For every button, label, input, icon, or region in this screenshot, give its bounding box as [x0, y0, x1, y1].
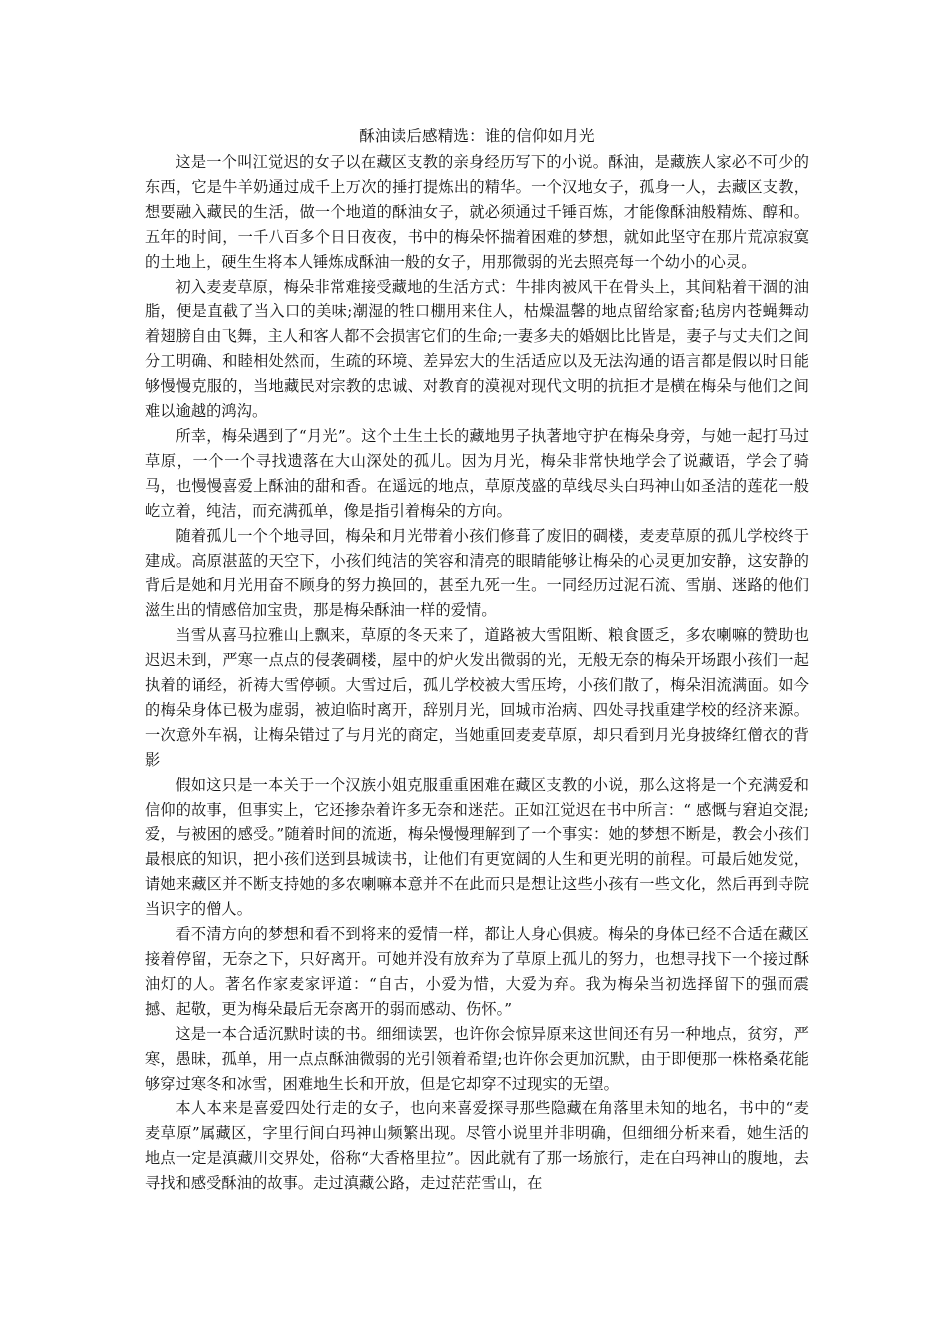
document-page	[145, 125, 809, 1196]
document-title: 酥油读后感精选：谁的信仰如月光	[359, 127, 595, 145]
paragraph-3: 所幸，梅朵遇到了“月光”。这个土生土长的藏地男子执著地守护在梅朵身旁，与她一起打马过草原，一个一个寻找遗落在大山深处的孤儿。因为月光，梅朵非常快地学会了说藏语，学会了骑马，也慢慢喜爱上酥油的甜和香。在遥远的地点，草原茂盛的草线尽头白玛神山如圣洁的莲花一般屹立着，纯洁，而充满孤单，像是指引着梅朵的方向。	[145, 426, 809, 520]
paragraph-6: 假如这只是一本关于一个汉族小姐克服重重困难在藏区支教的小说，那么这将是一个充满爱和信仰的故事，但事实上，它还掺杂着许多无奈和迷茫。正如江觉迟在书中所言：“ 感慨与窘迫交混;爱，与被困的感受。”随着时间的流逝，梅朵慢慢理解到了一个事实：她的梦想不断是，教会小孩们最根底的知识，把小孩们送到县城读书，让他们有更宽阔的人生和更光明的前程。可最后她发觉，请她来藏区并不断支持她的多农喇嘛本意并不在此而只是想让这些小孩有一些文化，然后再到寺院当识字的僧人。	[145, 775, 809, 919]
paragraph-2: 初入麦麦草原，梅朵非常难接受藏地的生活方式：牛排肉被风干在骨头上，其间粘着干涸的油脂，便是直截了当入口的美味;潮湿的牲口棚用来住人，枯燥温馨的地点留给家畜;毡房内苍蝇舞动着翅膀自由飞舞，主人和客人都不会损害它们的生命;一妻多夫的婚姻比比皆是，妻子与丈夫们之间分工明确、和睦相处然而，生疏的环境、差异宏大的生活适应以及无法沟通的语言都是假以时日能够慢慢克服的，当地藏民对宗教的忠诚、对教育的漠视对现代文明的抗拒才是横在梅朵与他们之间难以逾越的鸿沟。	[145, 277, 809, 421]
paragraph-1: 这是一个叫江觉迟的女子以在藏区支教的亲身经历写下的小说。酥油，是藏族人家必不可少的东西，它是牛羊奶通过成千上万次的捶打提炼出的精华。一个汉地女子，孤身一人，去藏区支教，想要融入藏民的生活，做一个地道的酥油女子，就必须通过千锤百炼，才能像酥油般精炼、醇和。五年的时间，一千八百多个日日夜夜，书中的梅朵怀揣着困难的梦想，就如此坚守在那片荒凉寂寞的土地上，硬生生将本人锤炼成酥油一般的女子，用那微弱的光去照亮每一个幼小的心灵。	[145, 153, 809, 271]
paragraph-4: 随着孤儿一个个地寻回，梅朵和月光带着小孩们修葺了废旧的碉楼，麦麦草原的孤儿学校终于建成。高原湛蓝的天空下，小孩们纯洁的笑容和清亮的眼睛能够让梅朵的心灵更加安静，这安静的背后是她和月光用奋不顾身的努力换回的，甚至九死一生。一同经历过泥石流、雪崩、迷路的他们滋生出的情感倍加宝贵，那是梅朵酥油一样的爱情。	[145, 526, 809, 620]
paragraph-8: 这是一本合适沉默时读的书。细细读罢，也许你会惊异原来这世间还有另一种地点，贫穷，严寒，愚昧，孤单，用一点点酥油微弱的光引领着希望;也许你会更加沉默，由于即便那一株格桑花能够穿过寒冬和冰雪，困难地生长和开放，但是它却穿不过现实的无望。	[145, 1024, 809, 1093]
paragraph-9: 本人本来是喜爱四处行走的女子，也向来喜爱探寻那些隐藏在角落里未知的地名，书中的“麦麦草原”属藏区，字里行间白玛神山频繁出现。尽管小说里并非明确，但细细分析来看，她生活的地点一定是滇藏川交界处，俗称“大香格里拉”。因此就有了那一场旅行，走在白玛神山的腹地，去寻找和感受酥油的故事。走过滇藏公路，走过茫茫雪山，在	[145, 1099, 809, 1193]
paragraph-7: 看不清方向的梦想和看不到将来的爱情一样，都让人身心俱疲。梅朵的身体已经不合适在藏区接着停留，无奈之下，只好离开。可她并没有放弃为了草原上孤儿的努力，也想寻找下一个接过酥油灯的人。著名作家麦家评道：“自古，小爱为惜，大爱为弃。我为梅朵当初选择留下的强而震撼、起敬，更为梅朵最后无奈离开的弱而感动、伤怀。”	[145, 925, 809, 1018]
paragraph-5: 当雪从喜马拉雅山上飘来，草原的冬天来了，道路被大雪阻断、粮食匮乏，多农喇嘛的赞助也迟迟未到，严寒一点点的侵袭碉楼，屋中的炉火发出微弱的光，无般无奈的梅朵开场跟小孩们一起执着的诵经，祈祷大雪停顿。大雪过后，孤儿学校被大雪压垮，小孩们散了，梅朵泪流满面。如今的梅朵身体已极为虚弱，被迫临时离开，辞别月光，回城市治病、四处寻找重建学校的经济来源。一次意外车祸，让梅朵错过了与月光的商定，当她重回麦麦草原，却只看到月光身披绛红僧衣的背影	[145, 626, 809, 769]
